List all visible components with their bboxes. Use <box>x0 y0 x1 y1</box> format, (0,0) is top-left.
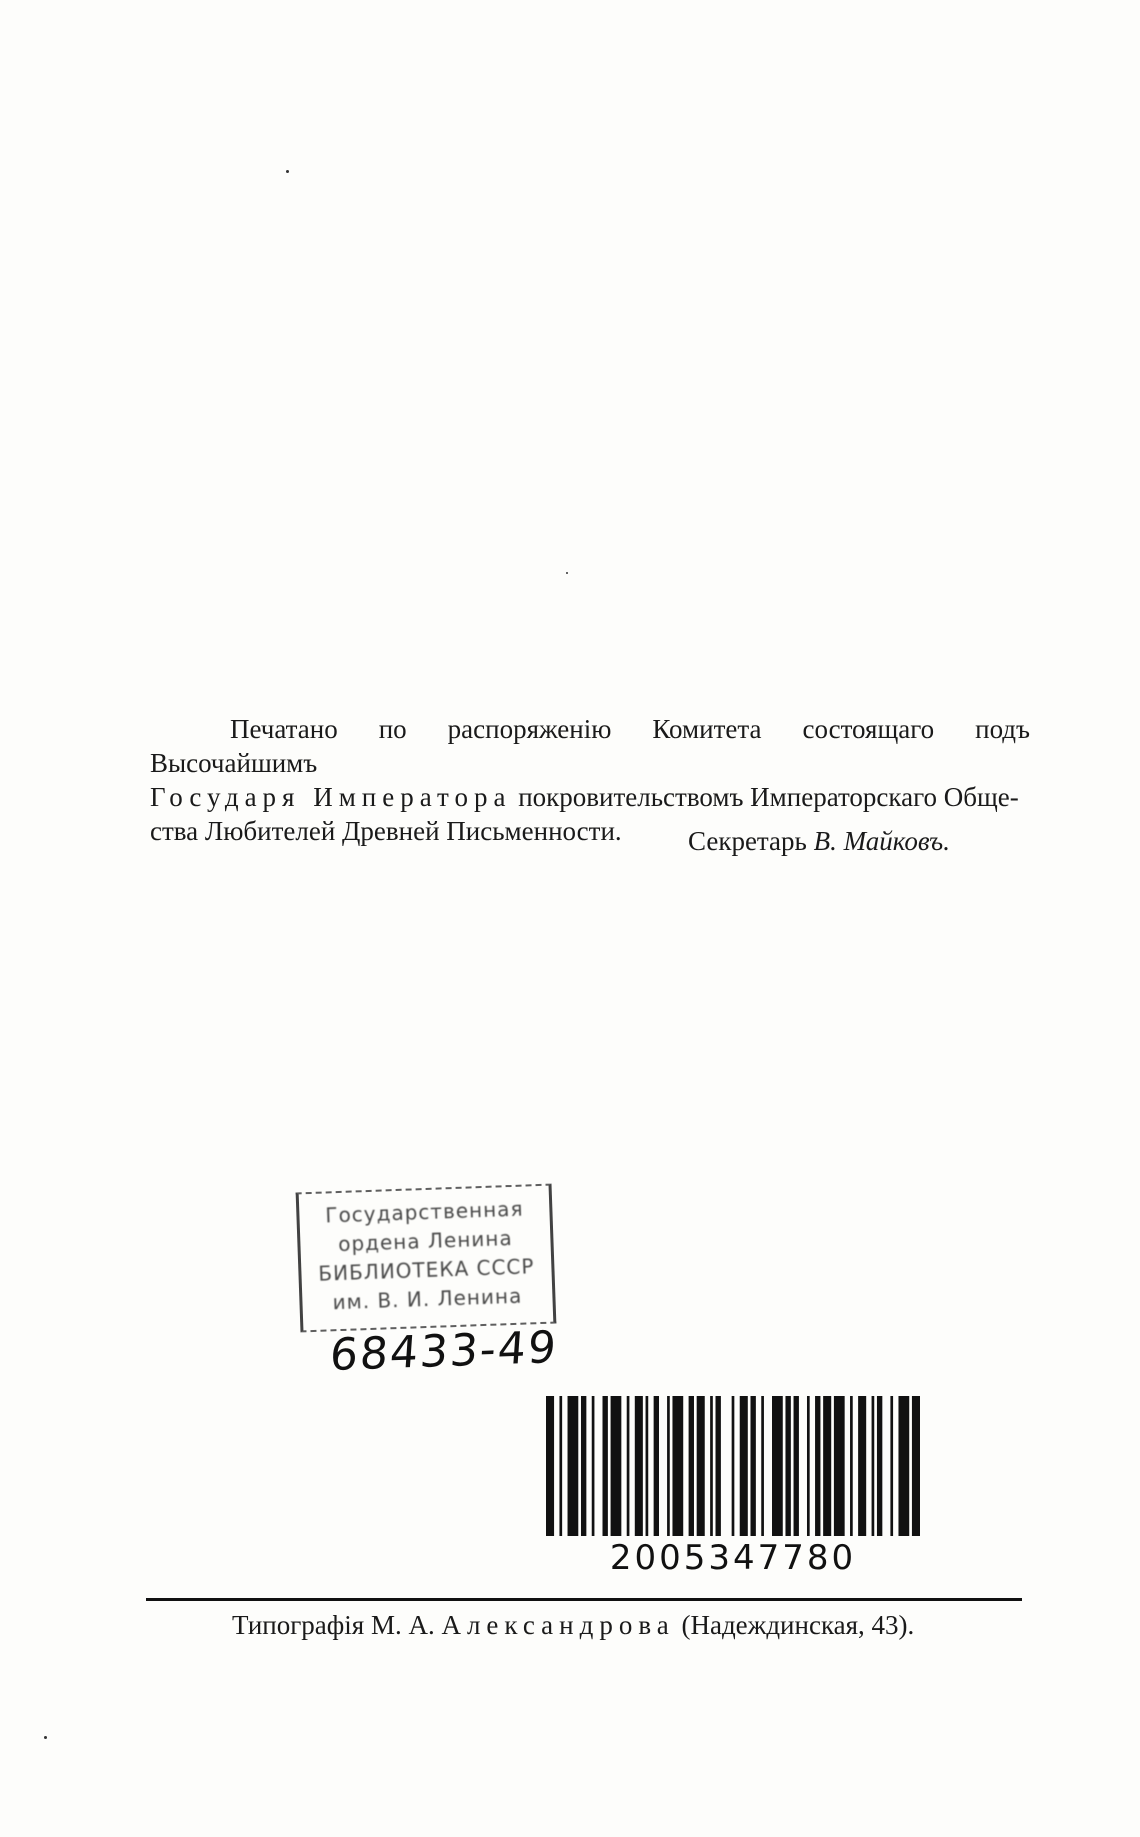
library-stamp <box>296 1184 557 1333</box>
barcode-bar <box>710 1396 713 1536</box>
barcode-bar <box>672 1396 683 1536</box>
barcode-bar <box>654 1396 659 1536</box>
barcode-bar <box>603 1396 608 1536</box>
footer-rule <box>146 1598 1022 1601</box>
imprimatur-line-3: ства Любителей Древней Письменности. <box>150 816 622 846</box>
barcode-bar <box>761 1396 764 1536</box>
barcode-bar <box>559 1396 562 1536</box>
barcode-bar <box>568 1396 579 1536</box>
barcode-bar <box>689 1396 694 1536</box>
barcode-bar <box>794 1396 799 1536</box>
barcode-number: 2005347780 <box>609 1538 857 1578</box>
printer-suffix: (Надеждинская, 43). <box>674 1610 915 1640</box>
barcode-bar <box>611 1396 622 1536</box>
printer-name: Александрова <box>441 1610 675 1640</box>
printer-imprint <box>232 1608 914 1642</box>
secretary-label: Секретарь <box>688 826 807 856</box>
barcode-bar <box>581 1396 586 1536</box>
barcode-bar <box>716 1396 721 1536</box>
ink-speck <box>566 572 568 574</box>
barcode-bar <box>850 1396 853 1536</box>
barcode-bar <box>697 1396 705 1536</box>
barcode-bar <box>646 1396 649 1536</box>
barcode-bar <box>740 1396 748 1536</box>
barcode-bar <box>877 1396 882 1536</box>
barcode-bar <box>807 1396 810 1536</box>
barcode-bar <box>750 1396 755 1536</box>
barcode-bar <box>815 1396 820 1536</box>
handwritten-shelfmark: 68433-49 <box>328 1321 560 1382</box>
barcode-bar <box>823 1396 831 1536</box>
imprimatur-emperor: Государя Императора <box>150 782 512 812</box>
barcode-bar <box>912 1396 920 1536</box>
ink-speck <box>44 1736 47 1739</box>
barcode-bar <box>898 1396 909 1536</box>
ink-speck <box>286 170 289 173</box>
imprimatur-line-2 <box>150 780 1030 814</box>
secretary-signature-line <box>688 824 950 858</box>
stamp-line: им. В. И. Ленина <box>332 1283 523 1315</box>
barcode-bar <box>592 1396 595 1536</box>
barcode-bar <box>785 1396 790 1536</box>
imprimatur-line-2-rest: покровительствомъ Императорскаго Обще- <box>511 782 1019 812</box>
barcode-bar <box>858 1396 866 1536</box>
barcode-bar <box>834 1396 845 1536</box>
secretary-name: В. Майковъ. <box>813 826 950 856</box>
barcode-bar <box>732 1396 735 1536</box>
barcode-bar <box>890 1396 893 1536</box>
barcode-bar <box>872 1396 875 1536</box>
barcode-bar <box>635 1396 643 1536</box>
barcode-bar <box>667 1396 670 1536</box>
stamp-line: БИБЛИОТЕКА СССР <box>317 1254 535 1286</box>
barcode <box>546 1396 920 1536</box>
printer-prefix: Типографiя М. А. <box>232 1610 442 1640</box>
barcode-bar <box>546 1396 554 1536</box>
stamp-line: Государственная <box>324 1196 524 1228</box>
imprimatur-line-1: Печатано по распоряженiю Комитета состоящаго подъ Высочайшимъ <box>150 714 1030 778</box>
barcode-bar <box>627 1396 630 1536</box>
stamp-line: ордена Ленина <box>337 1225 514 1257</box>
barcode-bar <box>772 1396 783 1536</box>
